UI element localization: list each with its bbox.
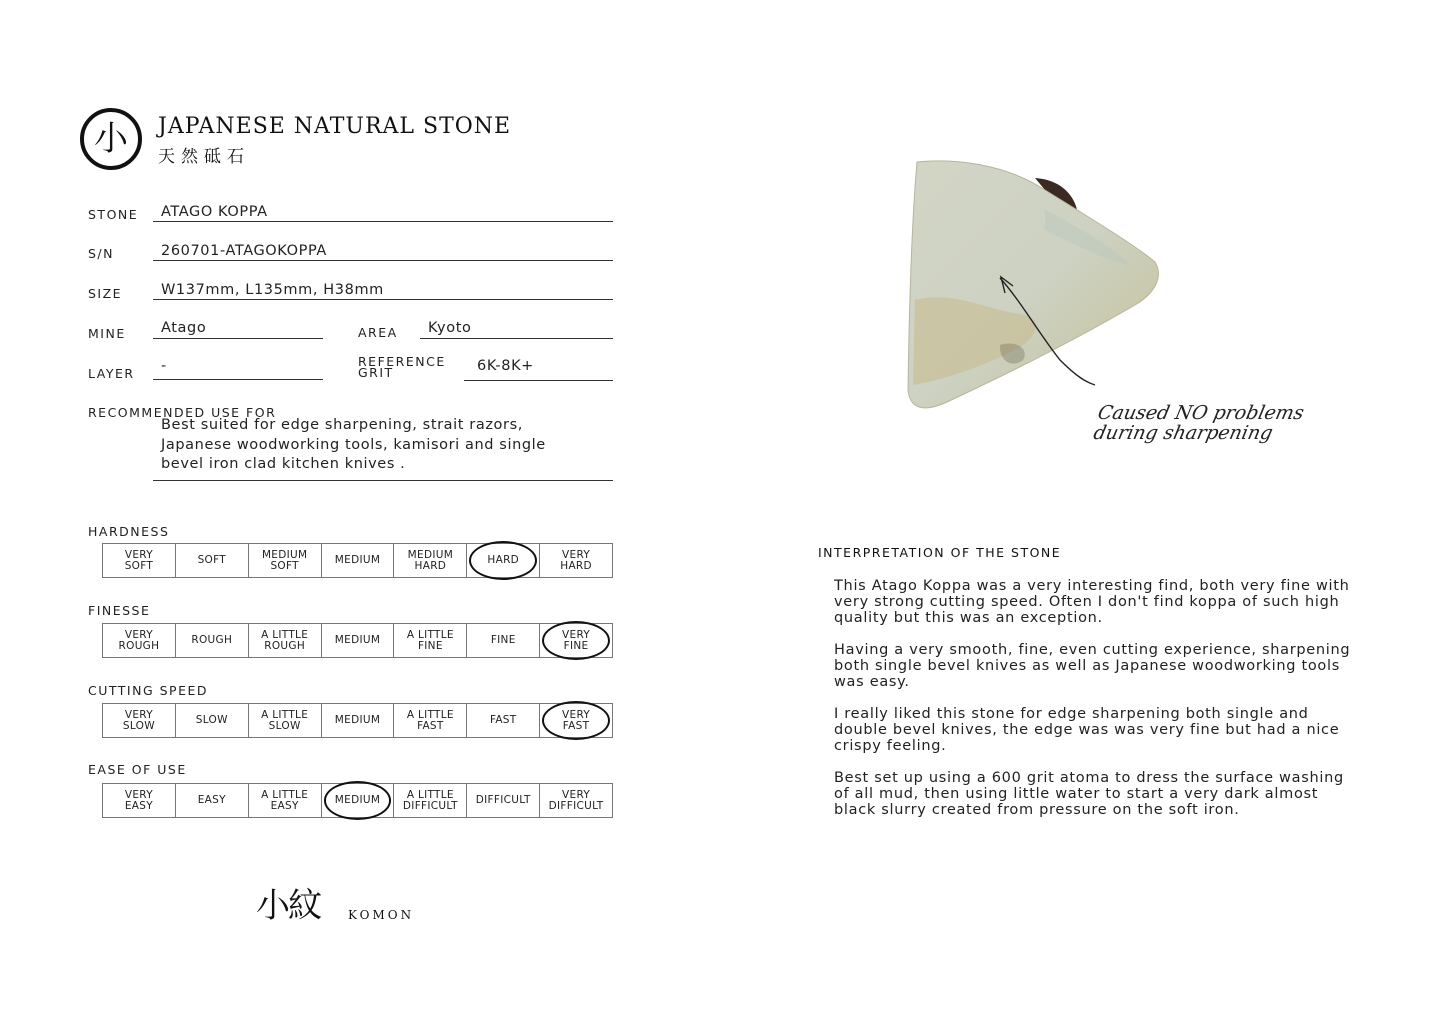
ease-of-use-label: EASE OF USE xyxy=(88,762,187,777)
interpretation-paragraph: Having a very smooth, fine, even cutting experience, sharpening both single bevel knives as well as Japanese woodworking tools was easy. xyxy=(834,642,1351,690)
finesse-label: FINESSE xyxy=(88,603,151,618)
finesse-option: ROUGH xyxy=(176,624,249,657)
komon-logo-mark: 小紋 xyxy=(256,886,320,926)
finesse-option: VERY FINE xyxy=(540,624,612,657)
ease-of-use-option: VERY DIFFICULT xyxy=(548,789,604,812)
recommended-line xyxy=(153,480,613,481)
area-line xyxy=(420,338,613,339)
brand-logo xyxy=(80,108,142,170)
cutting-speed-scale xyxy=(102,703,613,738)
brand-subtitle: 天然砥石 xyxy=(158,147,250,167)
finesse-scale xyxy=(102,623,613,658)
finesse-option: FINE xyxy=(467,624,540,657)
mine-label: MINE xyxy=(88,326,126,341)
hardness-option: SOFT xyxy=(176,544,249,577)
finesse-option: A LITTLE FINE xyxy=(394,624,467,657)
interpretation-paragraph: I really liked this stone for edge sharpening both single and double bevel knives, the edge was was very fine but had a nice crispy feeling. xyxy=(834,706,1340,754)
mine-value: Atago xyxy=(161,320,207,336)
finesse-option: MEDIUM xyxy=(322,624,395,657)
layer-label: LAYER xyxy=(88,366,135,381)
area-label: AREA xyxy=(358,325,398,340)
reference-grit-value: 6K-8K+ xyxy=(477,358,534,374)
brand-logo-glyph: 小 xyxy=(94,119,128,159)
komon-logo-text: KOMON xyxy=(348,908,415,922)
ease-of-use-option: VERY EASY xyxy=(103,784,176,817)
reference-grit-label xyxy=(358,356,446,378)
reference-grit-label-line1: REFERENCE xyxy=(358,354,446,369)
reference-grit-line xyxy=(464,380,613,381)
cutting-speed-option: SLOW xyxy=(176,704,249,737)
reference-grit-label-line2: GRIT xyxy=(358,365,394,380)
hardness-option: MEDIUM HARD xyxy=(394,544,467,577)
mine-line xyxy=(153,338,323,339)
note-line-2: during sharpening xyxy=(1091,422,1275,444)
finesse-option: VERY ROUGH xyxy=(103,624,176,657)
size-label: SIZE xyxy=(88,286,123,301)
cutting-speed-option: A LITTLE FAST xyxy=(394,704,467,737)
cutting-speed-option: A LITTLE SLOW xyxy=(249,704,322,737)
sn-label: S/N xyxy=(88,246,114,261)
cutting-speed-option: VERY SLOW xyxy=(103,704,176,737)
layer-value: - xyxy=(161,358,167,374)
interpretation-body xyxy=(834,578,1354,834)
hardness-option: MEDIUM xyxy=(322,544,395,577)
hardness-option: VERY HARD xyxy=(560,549,592,572)
layer-line xyxy=(153,379,323,380)
sn-value: 260701-ATAGOKOPPA xyxy=(161,243,327,259)
cutting-speed-option: FAST xyxy=(467,704,540,737)
size-value: W137mm, L135mm, H38mm xyxy=(161,282,384,298)
hardness-option: MEDIUM SOFT xyxy=(249,544,322,577)
size-line xyxy=(153,299,613,300)
ease-of-use-option: MEDIUM xyxy=(322,784,395,817)
ease-of-use-option: A LITTLE DIFFICULT xyxy=(394,784,467,817)
cutting-speed-option: VERY FAST xyxy=(540,704,612,737)
brand-title: JAPANESE NATURAL STONE xyxy=(158,114,512,139)
interpretation-title: INTERPRETATION OF THE STONE xyxy=(818,545,1062,560)
area-value: Kyoto xyxy=(428,320,472,336)
stone-value: ATAGO KOPPA xyxy=(161,204,268,220)
sn-line xyxy=(153,260,613,261)
handwritten-note xyxy=(1092,403,1306,443)
ease-of-use-scale xyxy=(102,783,613,818)
stone-photo xyxy=(895,150,1175,420)
recommended-text: Best suited for edge sharpening, strait razors, Japanese woodworking tools, kamisori and single bevel iron clad kitchen knives . xyxy=(161,417,546,472)
ease-of-use-option: EASY xyxy=(176,784,249,817)
ease-of-use-option: DIFFICULT xyxy=(467,784,540,817)
hardness-option: HARD xyxy=(467,544,540,577)
interpretation-paragraph: Best set up using a 600 grit atoma to dress the surface washing of all mud, then using little water to start a very dark almost black slurry created from pressure on the soft iron. xyxy=(834,770,1344,818)
hardness-scale xyxy=(102,543,613,578)
finesse-option: A LITTLE ROUGH xyxy=(249,624,322,657)
hardness-option: VERY SOFT xyxy=(103,544,176,577)
stone-label: STONE xyxy=(88,207,139,222)
recommended-label: RECOMMENDED USE FOR xyxy=(88,405,277,420)
cutting-speed-option: MEDIUM xyxy=(322,704,395,737)
hardness-label: HARDNESS xyxy=(88,524,170,539)
cutting-speed-label: CUTTING SPEED xyxy=(88,683,209,698)
interpretation-paragraph: This Atago Koppa was a very interesting find, both very fine with very strong cutting speed. Often I don't find koppa of such high quality but this was an exception. xyxy=(834,578,1350,626)
ease-of-use-option: A LITTLE EASY xyxy=(249,784,322,817)
stone-line xyxy=(153,221,613,222)
note-line-1: Caused NO problems xyxy=(1095,402,1306,424)
